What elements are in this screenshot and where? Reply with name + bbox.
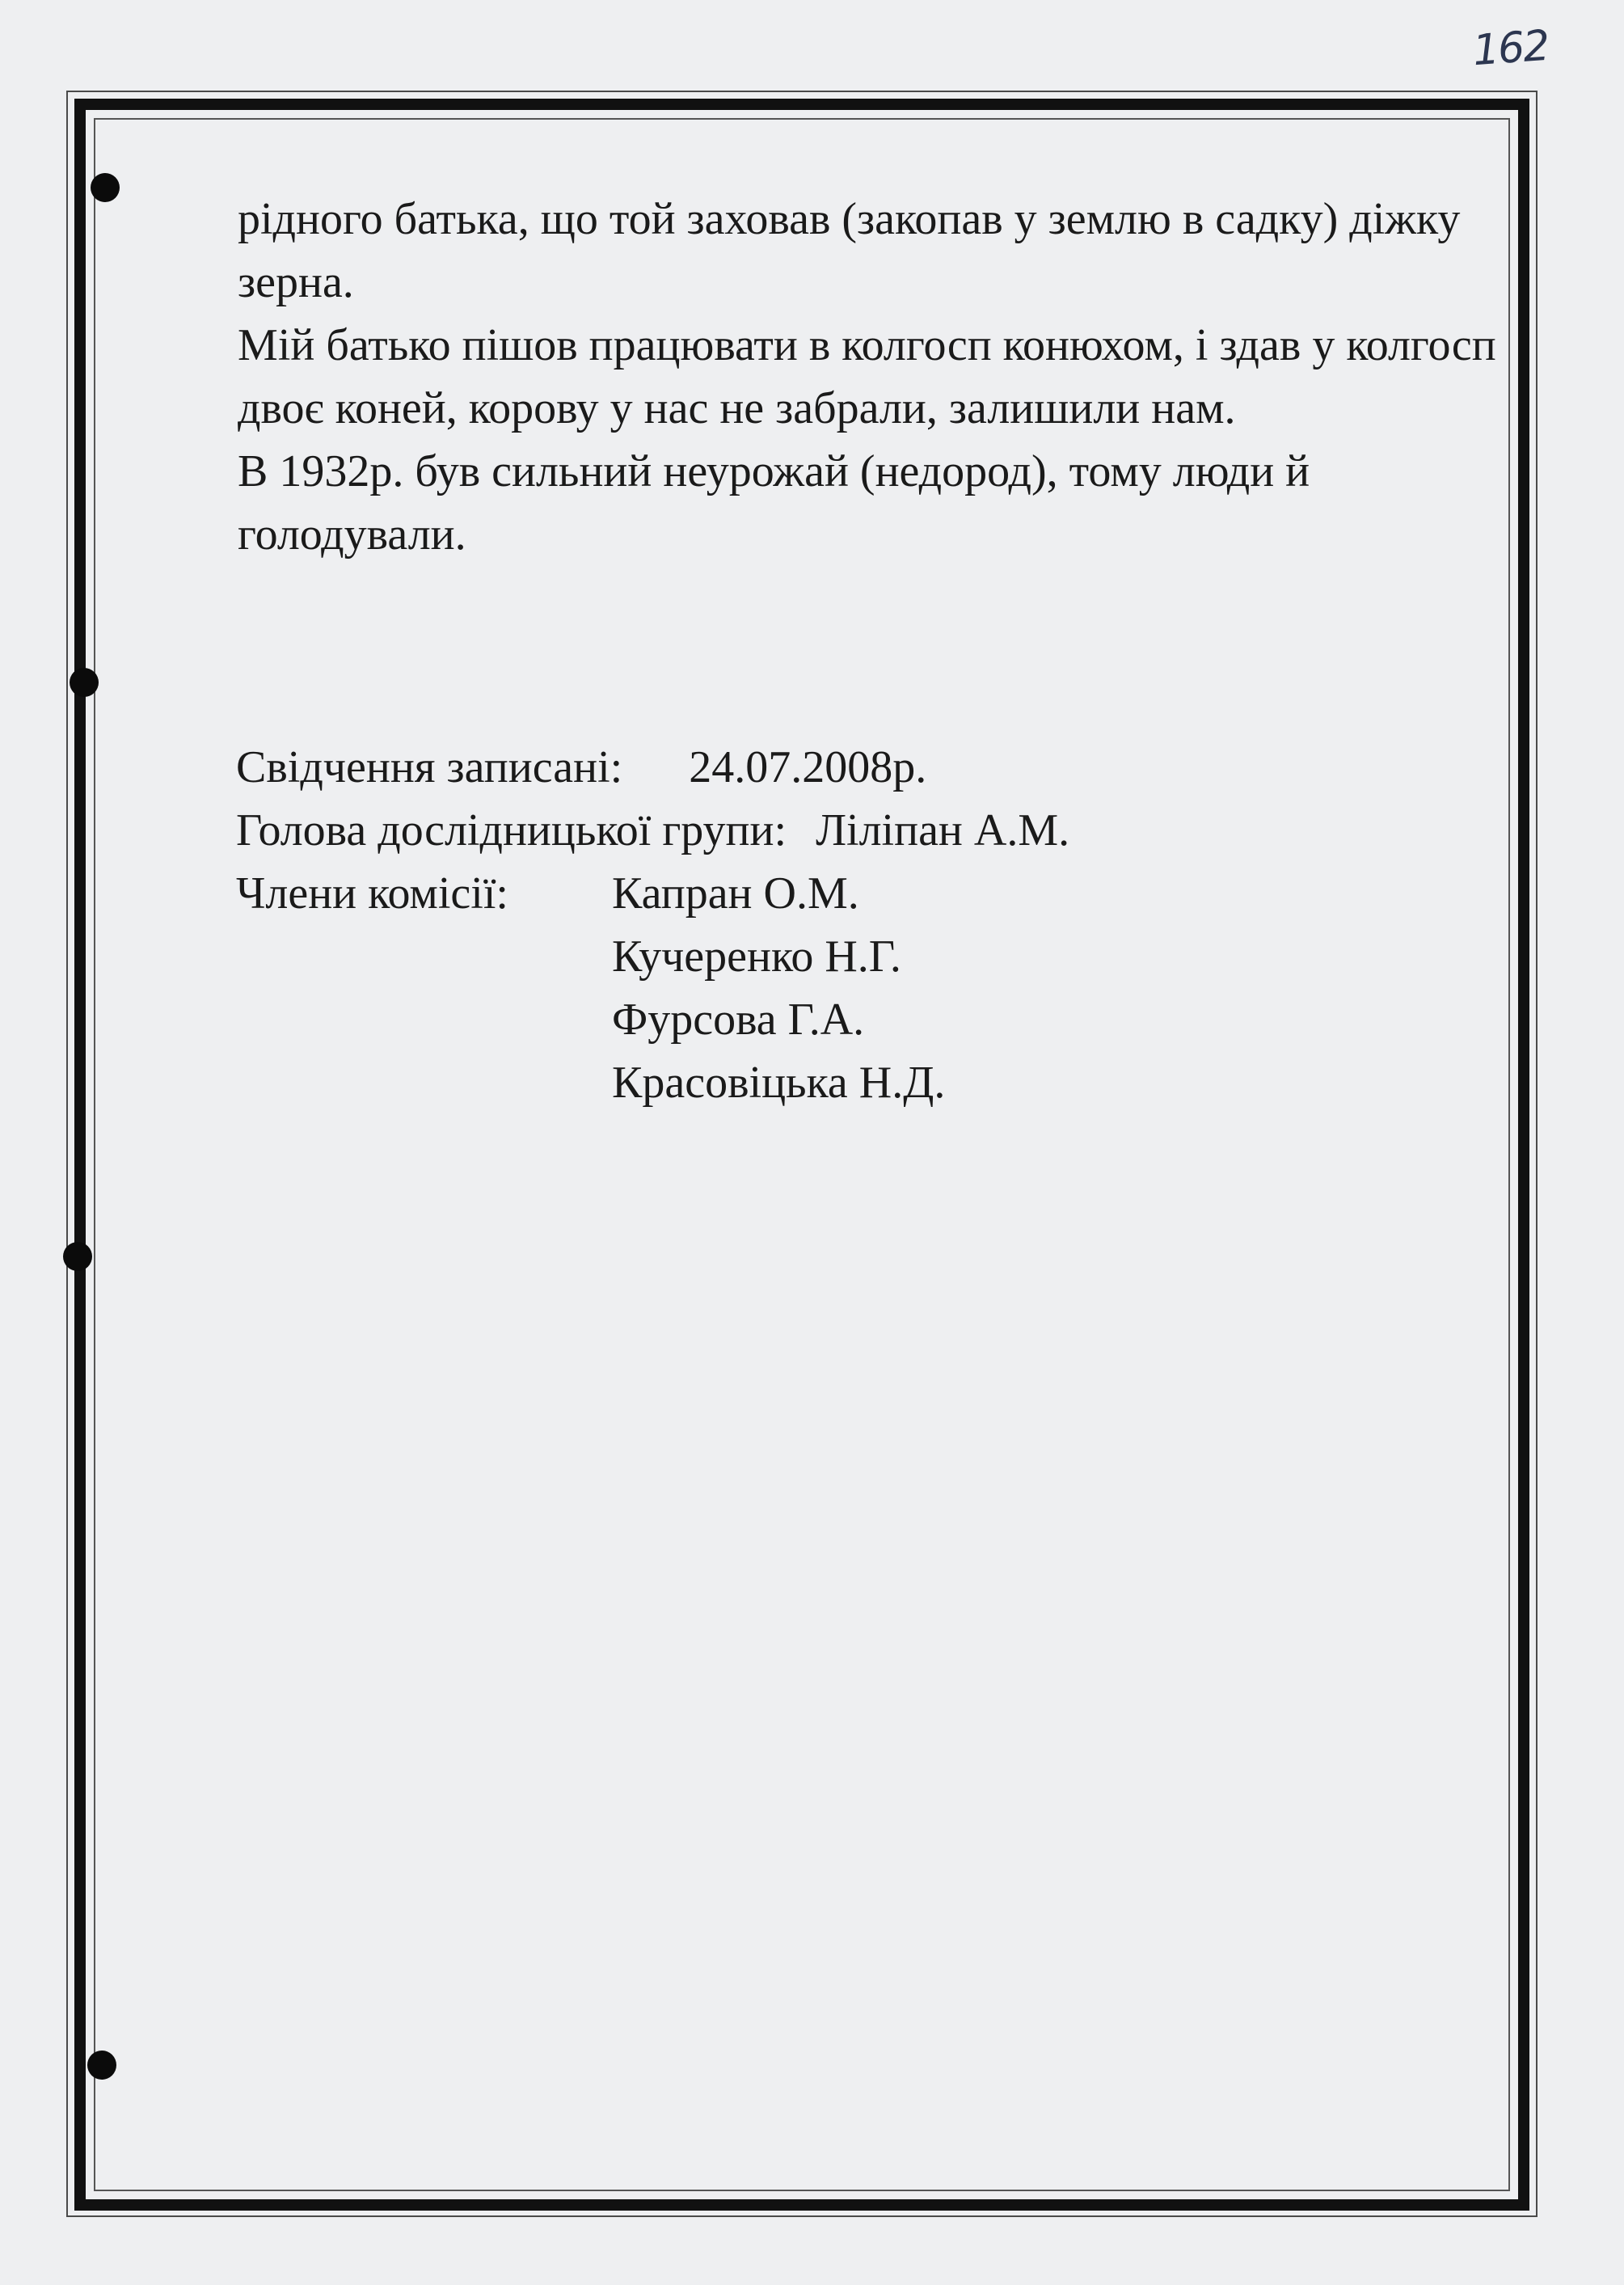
recorded-label: Свідчення записані: <box>236 742 623 792</box>
member-name: Капран О.М. <box>612 868 859 919</box>
members-list <box>612 862 945 1114</box>
member-name: Фурсова Г.А. <box>612 995 865 1045</box>
punch-hole <box>91 173 120 202</box>
testimony-text <box>238 188 1499 566</box>
members-row <box>236 862 1069 1114</box>
member-name: Кучеренко Н.Г. <box>612 931 901 982</box>
punch-hole <box>63 1242 92 1271</box>
recorded-row <box>236 736 1069 799</box>
paragraph: Мій батько пішов працювати в колгосп конюхом, і здав у колгосп двоє коней, корову у нас не забрали, залишили нам. <box>238 320 1496 433</box>
head-row <box>236 799 1069 862</box>
recorded-date: 24.07.2008р. <box>689 742 927 792</box>
member-name: Красовіцька Н.Д. <box>612 1058 946 1108</box>
signature-block <box>236 736 1069 1114</box>
head-label: Голова дослідницької групи: <box>236 805 787 855</box>
paragraph: В 1932р. був сильний неурожай (недород), тому люди й голодували. <box>238 446 1310 560</box>
punch-hole <box>87 2051 116 2080</box>
members-label: Члени комісії: <box>236 868 508 919</box>
page-number: 162 <box>1471 21 1550 76</box>
paragraph: рідного батька, що той заховав (закопав у землю в садку) діжку зерна. <box>238 194 1461 307</box>
punch-hole <box>70 668 99 697</box>
head-name: Ліліпан А.М. <box>816 805 1070 855</box>
